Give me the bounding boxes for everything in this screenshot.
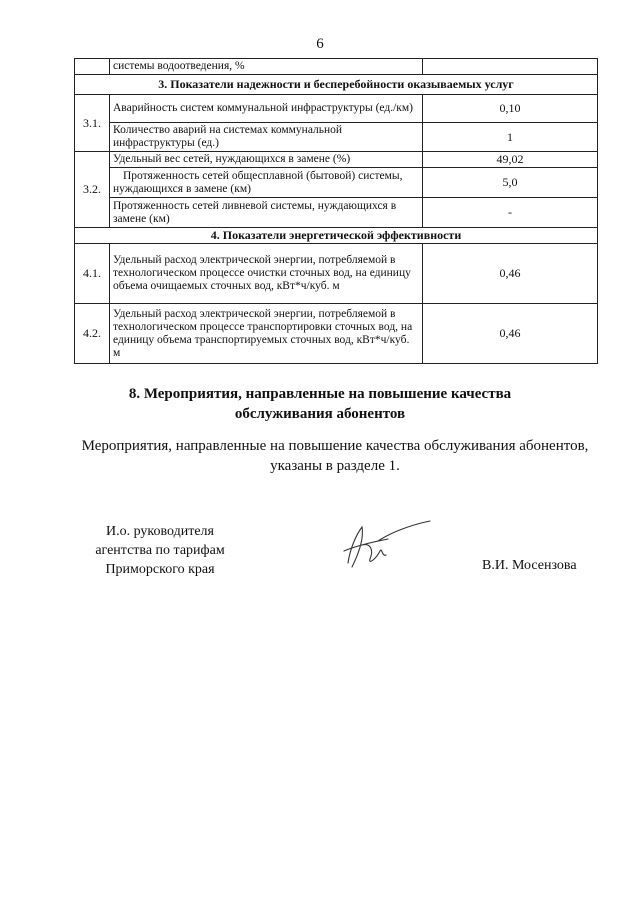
page-number: 6 <box>316 36 324 52</box>
indicator-value: 1 <box>423 123 598 152</box>
position-line: Приморского края <box>105 562 215 577</box>
section-title: 3. Показатели надежности и бесперебойности оказываемых услуг <box>75 75 598 95</box>
table-row <box>75 152 598 168</box>
indicator-name: системы водоотведения, % <box>110 59 423 75</box>
section-heading <box>0 384 640 424</box>
indicator-name: Удельный расход электрической энергии, потребляемой в технологическом процессе транспортировки сточных вод, на единицу объема транспортируемых сточных вод, кВт*ч/куб. м <box>110 304 423 364</box>
indicator-name: Протяженность сетей ливневой системы, нуждающихся в замене (км) <box>110 198 423 228</box>
signer-name: В.И. Мосензова <box>482 558 577 573</box>
section-title: 4. Показатели энергетической эффективности <box>75 228 598 244</box>
indicator-value <box>423 59 598 75</box>
row-number: 4.1. <box>75 244 110 304</box>
signer-position <box>80 522 240 579</box>
position-line: агентства по тарифам <box>95 543 225 558</box>
section-paragraph <box>70 436 600 476</box>
row-number: 3.1. <box>75 95 110 152</box>
row-number: 4.2. <box>75 304 110 364</box>
indicator-value: 5,0 <box>423 168 598 198</box>
position-line: И.о. руководителя <box>105 524 214 539</box>
table-row <box>75 244 598 304</box>
section-row <box>75 75 598 95</box>
paragraph-line: указаны в разделе 1. <box>270 458 400 474</box>
table-row <box>75 168 598 198</box>
row-number: 3.2. <box>75 152 110 228</box>
table-row <box>75 304 598 364</box>
indicator-value: 49,02 <box>423 152 598 168</box>
table-row <box>75 123 598 152</box>
indicator-value: - <box>423 198 598 228</box>
handwritten-signature <box>318 515 438 577</box>
indicator-name: Удельный расход электрической энергии, потребляемой в технологическом процессе очистки сточных вод, на единицу объема очищаемых сточных вод, кВт*ч/куб. м <box>110 244 423 304</box>
table-row <box>75 198 598 228</box>
indicator-name: Удельный вес сетей, нуждающихся в замене (%) <box>110 152 423 168</box>
indicator-name: Протяженность сетей общесплавной (бытовой) системы, нуждающихся в замене (км) <box>110 168 423 198</box>
indicator-value: 0,46 <box>423 304 598 364</box>
table-row <box>75 59 598 75</box>
indicator-name: Аварийность систем коммунальной инфраструктуры (ед./км) <box>110 95 423 123</box>
row-number <box>75 59 110 75</box>
indicators-table <box>74 58 598 364</box>
indicator-value: 0,10 <box>423 95 598 123</box>
paragraph-line: Мероприятия, направленные на повышение качества обслуживания абонентов, <box>81 438 589 454</box>
indicator-name: Количество аварий на системах коммунальной инфраструктуры (ед.) <box>110 123 423 152</box>
heading-line: 8. Мероприятия, направленные на повышение качества <box>128 386 512 402</box>
indicator-value: 0,46 <box>423 244 598 304</box>
table-row <box>75 95 598 123</box>
section-row <box>75 228 598 244</box>
heading-line: обслуживания абонентов <box>234 406 406 422</box>
